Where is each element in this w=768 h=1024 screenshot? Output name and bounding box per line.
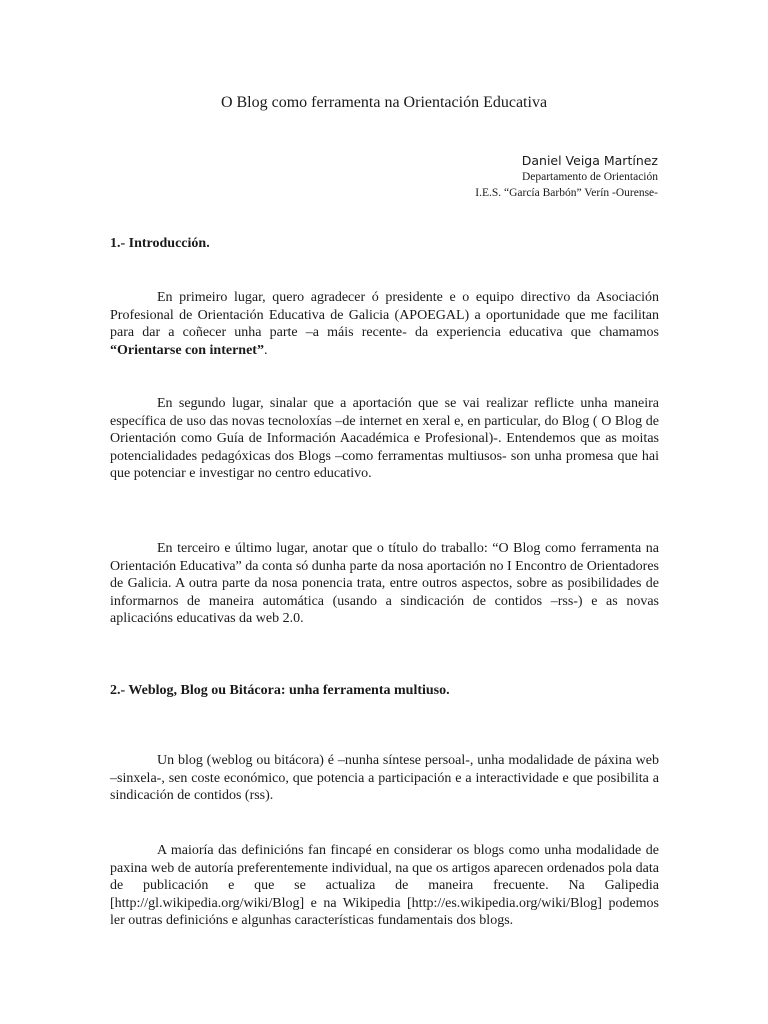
paragraph-1-strong: “Orientarse con internet” bbox=[110, 342, 264, 358]
document-title: O Blog como ferramenta na Orientación Educativa bbox=[220, 94, 548, 111]
paragraph-1 bbox=[110, 289, 659, 359]
author-name: Daniel Veiga Martínez bbox=[521, 153, 658, 168]
section-heading-introduction: 1.- Introducción. bbox=[110, 236, 210, 251]
paragraph-1-text: En primeiro lugar, quero agradecer ó presidente e o equipo directivo da Asociación Profesional de Orientación Educativa de Galicia (APOEGAL) a oportunidade que me facilitan para dar a coñecer unha parte –a máis recente- da experiencia educativa que chamamos bbox=[110, 290, 659, 341]
author-department: Departamento de Orientación bbox=[521, 171, 658, 183]
paragraph-3: En terceiro e último lugar, anotar que o título do traballo: “O Blog como ferramenta na Orientación Educativa” da conta só dunha parte da nosa aportación no I Encontro de Orientadores de Galicia. A outra parte da nosa ponencia trata, entre outros aspectos, sobre as posibilidades de informarnos de maneira automática (usando a sindicación de contidos –rss-) e as novas aplicacións educativas da web 2.0. bbox=[110, 541, 659, 627]
author-block bbox=[475, 152, 658, 201]
section-heading-weblog: 2.- Weblog, Blog ou Bitácora: unha ferramenta multiuso. bbox=[110, 683, 450, 698]
paragraph-4: Un blog (weblog ou bitácora) é –nunha síntese persoal-, unha modalidade de páxina web –sinxela-, sen coste económico, que potencia a participación e a interactividade e que posibilita a sindicación de contidos (rss). bbox=[110, 753, 659, 804]
paragraph-5: A maioría das definicións fan fincapé en considerar os blogs como unha modalidade de paxina web de autoría preferentemente individual, na que os artigos aparecen ordenados pola data de publicación e que se actualiza de maneira frecuente. Na Galipedia [http://gl.wikipedia.org/wiki/Blog] e na Wikipedia [http://es.wikipedia.org/wiki/Blog] podemos ler outras definicións e algunhas características fundamentais dos blogs. bbox=[110, 843, 659, 929]
paragraph-1-end: . bbox=[263, 342, 268, 358]
author-school: I.E.S. “García Barbón” Verín -Ourense- bbox=[475, 187, 658, 199]
paragraph-2: En segundo lugar, sinalar que a aportación que se vai realizar reflicte unha maneira específica de uso das novas tecnoloxías –de internet en xeral e, en particular, do Blog ( O Blog de Orientación como Guía de Información Aacadémica e Profesional)-. Entendemos que as moitas potencialidades pedagóxicas dos Blogs –como ferramentas multiusos- son unha promesa que hai que potenciar e investigar no centro educativo. bbox=[110, 396, 659, 482]
